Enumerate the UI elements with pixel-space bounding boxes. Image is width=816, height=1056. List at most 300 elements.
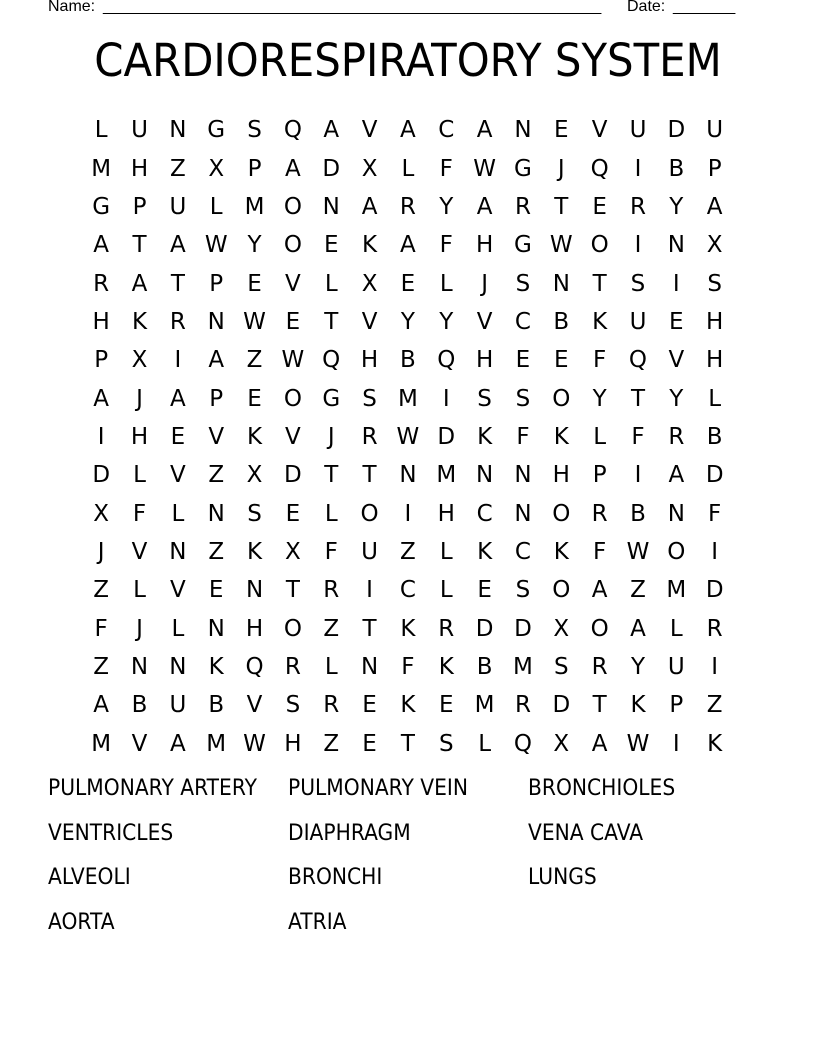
grid-letter[interactable]: U (667, 653, 685, 680)
grid-letter[interactable]: D (475, 615, 494, 642)
grid-letter[interactable]: J (97, 538, 105, 565)
grid-letter[interactable]: V (476, 308, 493, 335)
grid-letter[interactable]: E (285, 500, 301, 527)
grid-letter[interactable]: K (247, 423, 263, 450)
grid-letter[interactable]: E (323, 232, 339, 259)
grid-letter[interactable]: W (204, 232, 228, 259)
grid-letter[interactable]: Q (590, 155, 609, 182)
grid-letter[interactable]: I (672, 270, 680, 297)
grid-letter[interactable]: K (247, 538, 263, 565)
grid-letter[interactable]: Q (628, 347, 648, 374)
grid-letter[interactable]: V (169, 577, 186, 604)
grid-letter[interactable]: J (327, 423, 335, 450)
grid-letter[interactable]: V (361, 308, 378, 335)
grid-letter[interactable]: W (243, 730, 266, 757)
grid-letter[interactable]: H (284, 730, 302, 757)
grid-letter[interactable]: I (634, 462, 642, 489)
grid-letter[interactable]: T (400, 730, 415, 757)
grid-letter[interactable]: T (132, 232, 147, 259)
grid-letter[interactable]: I (634, 155, 642, 182)
grid-letter[interactable]: L (669, 615, 683, 642)
grid-letter[interactable]: N (322, 193, 340, 220)
grid-letter[interactable]: H (437, 500, 455, 527)
grid-letter[interactable]: W (243, 308, 266, 335)
grid-letter[interactable]: P (94, 347, 109, 374)
grid-letter[interactable]: E (554, 117, 569, 144)
grid-letter[interactable]: W (626, 538, 650, 565)
grid-letter[interactable]: P (209, 270, 224, 297)
grid-letter[interactable]: B (706, 423, 723, 450)
word-list-item: VENTRICLES (48, 820, 174, 846)
grid-letter[interactable]: K (208, 653, 224, 680)
grid-letter[interactable]: R (323, 577, 340, 604)
grid-letter[interactable]: L (324, 270, 338, 297)
grid-letter[interactable]: B (668, 155, 685, 182)
grid-letter[interactable]: C (514, 308, 531, 335)
grid-letter[interactable]: L (209, 193, 223, 220)
grid-letter[interactable]: V (131, 538, 148, 565)
grid-letter[interactable]: W (549, 232, 573, 259)
grid-letter[interactable]: L (401, 155, 415, 182)
grid-letter[interactable]: N (207, 308, 225, 335)
grid-letter[interactable]: R (284, 653, 301, 680)
grid-letter[interactable]: I (404, 500, 412, 527)
grid-letter[interactable]: H (552, 462, 570, 489)
grid-letter[interactable]: D (284, 462, 302, 489)
grid-letter[interactable]: U (361, 538, 378, 565)
grid-letter[interactable]: J (481, 270, 488, 297)
grid-letter[interactable]: U (706, 117, 724, 144)
date-field[interactable]: _______ (673, 0, 736, 15)
grid-letter[interactable]: S (477, 385, 492, 412)
grid-letter[interactable]: M (91, 155, 112, 182)
grid-letter[interactable]: D (322, 155, 341, 182)
grid-letter[interactable]: J (136, 385, 143, 412)
grid-letter[interactable]: U (629, 117, 647, 144)
grid-letter[interactable]: I (442, 385, 450, 412)
grid-letter[interactable]: G (514, 232, 532, 259)
grid-letter[interactable]: M (436, 462, 457, 489)
grid-letter[interactable]: O (590, 615, 609, 642)
grid-letter[interactable]: A (630, 615, 646, 642)
grid-letter[interactable]: B (131, 692, 148, 719)
word-list-item: AORTA (48, 909, 115, 935)
grid-letter[interactable]: X (553, 615, 570, 642)
grid-letter[interactable]: S (630, 270, 646, 297)
grid-letter[interactable]: F (593, 538, 607, 565)
grid-letter[interactable]: X (208, 155, 225, 182)
grid-letter[interactable]: N (169, 117, 187, 144)
grid-letter[interactable]: T (285, 577, 300, 604)
grid-letter[interactable]: A (169, 385, 186, 412)
grid-letter[interactable]: R (361, 423, 378, 450)
grid-letter[interactable]: M (474, 692, 495, 719)
grid-letter[interactable]: R (438, 615, 455, 642)
grid-letter[interactable]: Z (208, 538, 225, 565)
grid-letter[interactable]: Y (439, 308, 454, 335)
grid-letter[interactable]: E (554, 347, 569, 374)
grid-letter[interactable]: K (630, 692, 646, 719)
grid-letter[interactable]: K (362, 232, 378, 259)
grid-letter[interactable]: R (514, 193, 531, 220)
grid-letter[interactable]: O (552, 500, 571, 527)
grid-letter[interactable]: Z (208, 462, 225, 489)
grid-letter[interactable]: A (208, 347, 225, 374)
grid-letter[interactable]: D (514, 615, 532, 642)
grid-letter[interactable]: R (668, 423, 685, 450)
grid-letter[interactable]: S (553, 653, 569, 680)
grid-letter[interactable]: A (93, 385, 110, 412)
grid-letter[interactable]: Z (323, 730, 340, 757)
grid-letter[interactable]: N (667, 500, 685, 527)
grid-letter[interactable]: E (438, 692, 454, 719)
grid-letter[interactable]: Q (283, 117, 302, 144)
grid-letter[interactable]: O (283, 193, 302, 220)
grid-letter[interactable]: Z (706, 692, 723, 719)
grid-letter[interactable]: G (92, 193, 111, 220)
grid-letter[interactable]: Y (592, 385, 607, 412)
grid-letter[interactable]: W (396, 423, 420, 450)
grid-letter[interactable]: O (283, 385, 302, 412)
name-field[interactable]: ________________________________________________________ (103, 0, 602, 15)
grid-letter[interactable]: E (477, 577, 492, 604)
grid-letter[interactable]: G (322, 385, 341, 412)
grid-letter[interactable]: E (515, 347, 531, 374)
grid-letter[interactable]: R (706, 615, 723, 642)
grid-letter[interactable]: R (323, 692, 340, 719)
grid-letter[interactable]: P (132, 193, 147, 220)
grid-letter[interactable]: O (590, 232, 609, 259)
grid-letter[interactable]: W (473, 155, 496, 182)
grid-letter[interactable]: N (360, 653, 379, 680)
grid-letter[interactable]: A (400, 117, 416, 144)
grid-letter[interactable]: N (514, 500, 532, 527)
grid-letter[interactable]: K (400, 615, 416, 642)
grid-letter[interactable]: U (169, 692, 187, 719)
grid-letter[interactable]: L (133, 462, 146, 489)
grid-letter[interactable]: L (593, 423, 607, 450)
grid-letter[interactable]: D (705, 577, 724, 604)
grid-letter[interactable]: L (478, 730, 492, 757)
grid-letter[interactable]: H (360, 347, 379, 374)
grid-letter[interactable]: P (707, 155, 722, 182)
grid-letter[interactable]: S (438, 730, 454, 757)
grid-letter[interactable]: A (476, 193, 493, 220)
grid-letter[interactable]: N (130, 653, 149, 680)
grid-letter[interactable]: F (401, 653, 415, 680)
grid-letter[interactable]: R (93, 270, 110, 297)
grid-letter[interactable]: O (360, 500, 379, 527)
grid-letter[interactable]: L (94, 117, 108, 144)
grid-letter[interactable]: I (97, 423, 105, 450)
grid-letter[interactable]: S (515, 577, 531, 604)
grid-letter[interactable]: K (707, 730, 723, 757)
grid-letter[interactable]: O (552, 577, 571, 604)
grid-letter[interactable]: M (666, 577, 687, 604)
grid-letter[interactable]: C (476, 500, 493, 527)
grid-letter[interactable]: Y (630, 653, 646, 680)
grid-letter[interactable]: I (634, 232, 642, 259)
grid-letter[interactable]: D (92, 462, 111, 489)
grid-letter[interactable]: N (245, 577, 264, 604)
grid-letter[interactable]: T (324, 308, 339, 335)
grid-letter[interactable]: A (169, 232, 186, 259)
grid-letter[interactable]: K (438, 653, 454, 680)
grid-letter[interactable]: X (246, 462, 263, 489)
grid-letter[interactable]: D (667, 117, 686, 144)
grid-letter[interactable]: C (438, 117, 455, 144)
grid-letter[interactable]: L (439, 577, 453, 604)
grid-letter[interactable]: E (247, 385, 262, 412)
grid-letter[interactable]: S (247, 500, 262, 527)
grid-letter[interactable]: A (668, 462, 685, 489)
grid-letter[interactable]: I (672, 730, 680, 757)
grid-letter[interactable]: N (552, 270, 570, 297)
grid-letter[interactable]: Z (169, 155, 186, 182)
grid-letter[interactable]: D (705, 462, 724, 489)
grid-letter[interactable]: N (207, 500, 225, 527)
grid-letter[interactable]: S (362, 385, 377, 412)
grid-letter[interactable]: L (439, 538, 453, 565)
grid-letter[interactable]: F (132, 500, 147, 527)
grid-letter[interactable]: S (515, 385, 531, 412)
grid-letter[interactable]: K (400, 692, 416, 719)
grid-letter[interactable]: K (131, 308, 148, 335)
grid-letter[interactable]: B (476, 653, 493, 680)
grid-letter[interactable]: E (592, 193, 607, 220)
grid-letter[interactable]: Q (322, 347, 341, 374)
grid-letter[interactable]: H (475, 232, 494, 259)
grid-letter[interactable]: O (552, 385, 571, 412)
grid-letter[interactable]: T (554, 193, 569, 220)
grid-letter[interactable]: R (399, 193, 416, 220)
grid-letter[interactable]: T (362, 462, 377, 489)
grid-letter[interactable]: E (208, 577, 224, 604)
grid-letter[interactable]: K (553, 538, 569, 565)
grid-letter[interactable]: O (283, 615, 302, 642)
grid-letter[interactable]: X (361, 155, 378, 182)
grid-letter[interactable]: O (283, 232, 302, 259)
grid-letter[interactable]: P (669, 692, 684, 719)
grid-letter[interactable]: P (592, 462, 607, 489)
grid-letter[interactable]: I (366, 577, 373, 604)
grid-letter[interactable]: V (668, 347, 685, 374)
grid-letter[interactable]: Q (513, 730, 532, 757)
grid-letter[interactable]: U (169, 193, 187, 220)
grid-letter[interactable]: K (477, 423, 493, 450)
grid-letter[interactable]: F (324, 538, 338, 565)
grid-letter[interactable]: N (169, 538, 187, 565)
grid-letter[interactable]: A (323, 117, 340, 144)
grid-letter[interactable]: E (400, 270, 416, 297)
grid-letter[interactable]: M (206, 730, 227, 757)
grid-letter[interactable]: V (169, 462, 186, 489)
grid-letter[interactable]: E (362, 692, 377, 719)
grid-letter[interactable]: K (592, 308, 608, 335)
grid-letter[interactable]: F (94, 615, 108, 642)
grid-letter[interactable]: Y (400, 308, 415, 335)
grid-letter[interactable]: H (92, 308, 110, 335)
grid-letter[interactable]: A (591, 730, 608, 757)
grid-letter[interactable]: O (667, 538, 686, 565)
grid-letter[interactable]: Q (437, 347, 456, 374)
grid-letter[interactable]: N (667, 232, 685, 259)
grid-letter[interactable]: B (208, 692, 225, 719)
grid-letter[interactable]: R (591, 500, 608, 527)
grid-letter[interactable]: L (324, 500, 338, 527)
grid-letter[interactable]: Z (93, 653, 110, 680)
grid-letter[interactable]: Z (93, 577, 110, 604)
grid-letter[interactable]: A (706, 193, 723, 220)
grid-letter[interactable]: F (708, 500, 722, 527)
grid-letter[interactable]: X (285, 538, 301, 565)
grid-letter[interactable]: M (397, 385, 418, 412)
grid-letter[interactable]: V (246, 692, 263, 719)
grid-letter[interactable]: H (706, 347, 724, 374)
grid-letter[interactable]: A (400, 232, 416, 259)
grid-letter[interactable]: Y (247, 232, 262, 259)
grid-letter[interactable]: L (133, 577, 146, 604)
grid-letter[interactable]: L (171, 615, 185, 642)
grid-letter[interactable]: W (281, 347, 305, 374)
grid-letter[interactable]: V (285, 423, 301, 450)
grid-letter[interactable]: B (630, 500, 646, 527)
grid-letter[interactable]: T (592, 692, 607, 719)
grid-letter[interactable]: Q (245, 653, 264, 680)
grid-letter[interactable]: X (553, 730, 570, 757)
grid-letter[interactable]: R (169, 308, 186, 335)
grid-letter[interactable]: R (629, 193, 646, 220)
grid-letter[interactable]: H (245, 615, 264, 642)
grid-letter[interactable]: N (476, 462, 494, 489)
grid-letter[interactable]: B (553, 308, 570, 335)
grid-letter[interactable]: N (514, 462, 532, 489)
grid-letter[interactable]: S (247, 117, 262, 144)
grid-letter[interactable]: Z (400, 538, 416, 565)
grid-letter[interactable]: Y (669, 385, 684, 412)
grid-letter[interactable]: H (475, 347, 494, 374)
grid-letter[interactable]: M (91, 730, 112, 757)
grid-letter[interactable]: M (244, 193, 265, 220)
grid-letter[interactable]: I (711, 538, 719, 565)
grid-letter[interactable]: X (131, 347, 148, 374)
grid-letter[interactable]: D (437, 423, 456, 450)
grid-letter[interactable]: Z (323, 615, 340, 642)
grid-letter[interactable]: E (285, 308, 301, 335)
grid-letter[interactable]: X (706, 232, 723, 259)
grid-letter[interactable]: G (207, 117, 226, 144)
grid-letter[interactable]: S (285, 692, 301, 719)
grid-letter[interactable]: E (170, 423, 186, 450)
grid-letter[interactable]: D (552, 692, 571, 719)
grid-letter[interactable]: Y (439, 193, 454, 220)
grid-letter[interactable]: V (591, 117, 608, 144)
grid-letter[interactable]: E (362, 730, 377, 757)
grid-letter[interactable]: L (439, 270, 453, 297)
grid-letter[interactable]: J (136, 615, 143, 642)
grid-letter[interactable]: U (629, 308, 647, 335)
grid-letter[interactable]: R (514, 692, 531, 719)
grid-letter[interactable]: N (514, 117, 532, 144)
name-label: Name: (48, 0, 96, 15)
grid-letter[interactable]: Y (669, 193, 684, 220)
grid-letter[interactable]: F (439, 155, 453, 182)
grid-letter[interactable]: A (476, 117, 493, 144)
grid-letter[interactable]: H (706, 308, 724, 335)
grid-letter[interactable]: T (170, 270, 185, 297)
grid-letter[interactable]: A (361, 193, 378, 220)
grid-letter[interactable]: T (362, 615, 377, 642)
grid-letter[interactable]: F (439, 232, 453, 259)
word-list-item: PULMONARY ARTERY (48, 776, 257, 801)
grid-letter[interactable]: A (131, 270, 148, 297)
grid-letter[interactable]: S (515, 270, 531, 297)
word-list-item: BRONCHI (288, 865, 383, 890)
grid-letter[interactable]: S (707, 270, 722, 297)
grid-letter[interactable]: I (174, 347, 182, 374)
grid-letter[interactable]: N (169, 653, 187, 680)
grid-letter[interactable]: V (361, 117, 378, 144)
grid-letter[interactable]: B (400, 347, 416, 374)
grid-letter[interactable]: V (131, 730, 148, 757)
page-title: CARDIORESPIRATORY SYSTEM (94, 34, 722, 87)
grid-letter[interactable]: Z (630, 577, 646, 604)
grid-letter[interactable]: Z (246, 347, 263, 374)
grid-letter[interactable]: L (708, 385, 722, 412)
grid-letter[interactable]: K (553, 423, 569, 450)
grid-letter[interactable]: A (93, 692, 110, 719)
word-list-item: PULMONARY VEIN (288, 776, 468, 801)
grid-letter[interactable]: K (477, 538, 493, 565)
grid-letter[interactable]: N (399, 462, 417, 489)
grid-letter[interactable]: E (247, 270, 262, 297)
grid-letter[interactable]: A (285, 155, 301, 182)
letter-grid (82, 111, 734, 763)
grid-letter[interactable]: L (324, 653, 338, 680)
grid-letter[interactable]: A (93, 232, 110, 259)
grid-letter[interactable]: U (131, 117, 148, 144)
word-list-item: ALVEOLI (48, 865, 131, 890)
grid-letter[interactable]: T (592, 270, 607, 297)
grid-letter[interactable]: E (669, 308, 684, 335)
grid-letter[interactable]: P (247, 155, 262, 182)
grid-letter[interactable]: X (361, 270, 378, 297)
grid-letter[interactable]: L (171, 500, 185, 527)
grid-letter[interactable]: F (593, 347, 607, 374)
grid-letter[interactable]: X (93, 500, 110, 527)
grid-letter[interactable]: H (130, 155, 149, 182)
grid-letter[interactable]: V (208, 423, 225, 450)
grid-letter[interactable]: V (285, 270, 301, 297)
grid-letter[interactable]: A (169, 730, 186, 757)
grid-letter[interactable]: M (513, 653, 533, 680)
grid-letter[interactable]: R (591, 653, 608, 680)
grid-letter[interactable]: C (399, 577, 416, 604)
grid-letter[interactable]: F (516, 423, 530, 450)
grid-letter[interactable]: T (324, 462, 339, 489)
grid-letter[interactable]: T (630, 385, 646, 412)
grid-letter[interactable]: J (557, 155, 565, 182)
grid-letter[interactable]: H (130, 423, 149, 450)
grid-letter[interactable]: G (514, 155, 532, 182)
grid-letter[interactable]: W (626, 730, 650, 757)
grid-letter[interactable]: A (591, 577, 608, 604)
grid-letter[interactable]: I (711, 653, 719, 680)
grid-letter[interactable]: F (631, 423, 645, 450)
grid-letter[interactable]: C (514, 538, 531, 565)
grid-letter[interactable]: P (209, 385, 224, 412)
grid-letter[interactable]: N (207, 615, 225, 642)
